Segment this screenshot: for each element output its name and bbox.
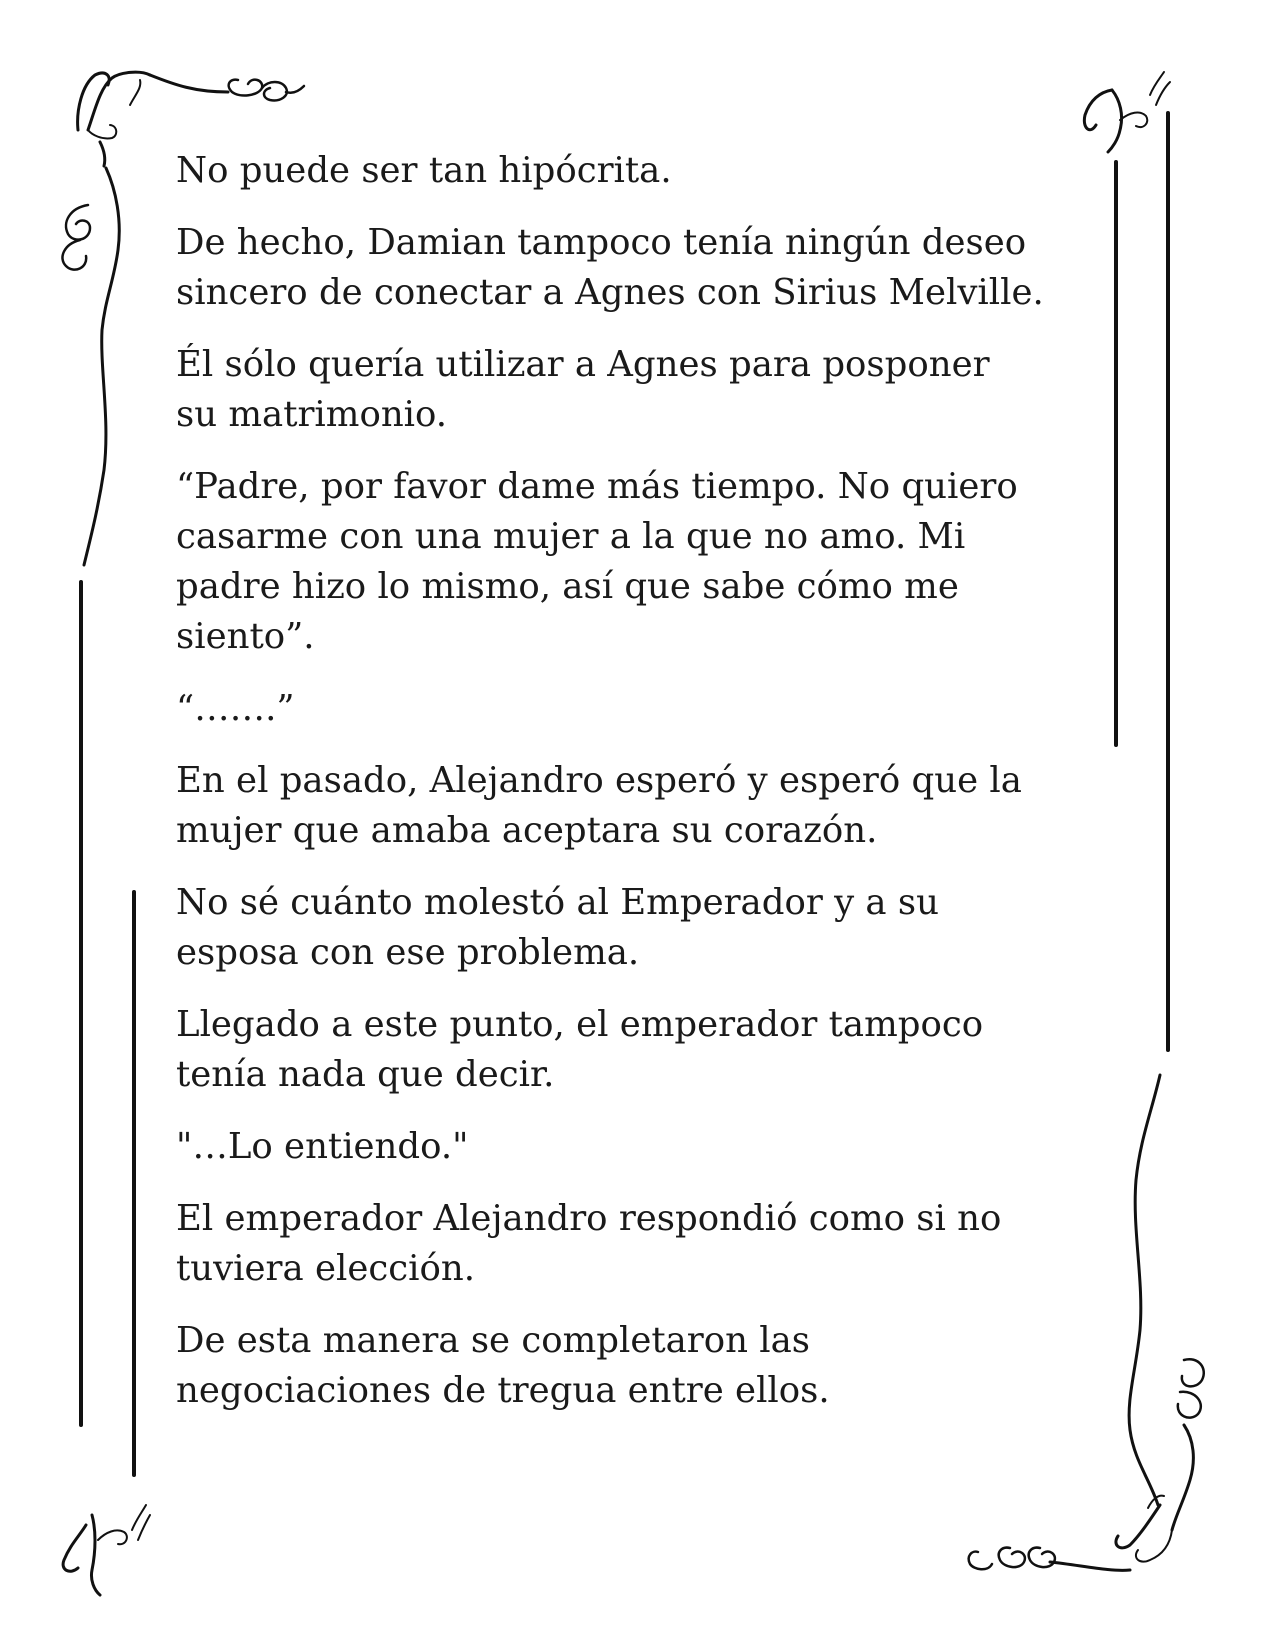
paragraph: No sé cuánto molestó al Emperador y a su esposa con ese problema. [176, 882, 939, 973]
paragraph: “…….” [176, 688, 295, 729]
paragraph: El emperador Alejandro respondió como si no tuviera elección. [176, 1198, 1002, 1289]
paragraph: Él sólo quería utilizar a Agnes para posponer su matrimonio. [176, 344, 990, 435]
paragraph: De esta manera se completaron las negociaciones de tregua entre ellos. [176, 1320, 830, 1411]
paragraph: De hecho, Damian tampoco tenía ningún deseo sincero de conectar a Agnes con Sirius Melville. [176, 222, 1044, 313]
body-text [176, 146, 1106, 1438]
bottom-left-flourish-icon [63, 1505, 150, 1595]
paragraph: Llegado a este punto, el emperador tampoco tenía nada que decir. [176, 1004, 984, 1095]
paragraph: “Padre, por favor dame más tiempo. No quiero casarme con una mujer a la que no amo. Mi padre hizo lo mismo, así que sabe cómo me siento”. [176, 466, 1018, 657]
top-right-flourish-icon [1084, 72, 1170, 152]
paragraph: En el pasado, Alejandro esperó y esperó que la mujer que amaba aceptara su corazón. [176, 760, 1022, 851]
paragraph: "…Lo entiendo." [176, 1126, 469, 1167]
paragraph: No puede ser tan hipócrita. [176, 150, 672, 191]
